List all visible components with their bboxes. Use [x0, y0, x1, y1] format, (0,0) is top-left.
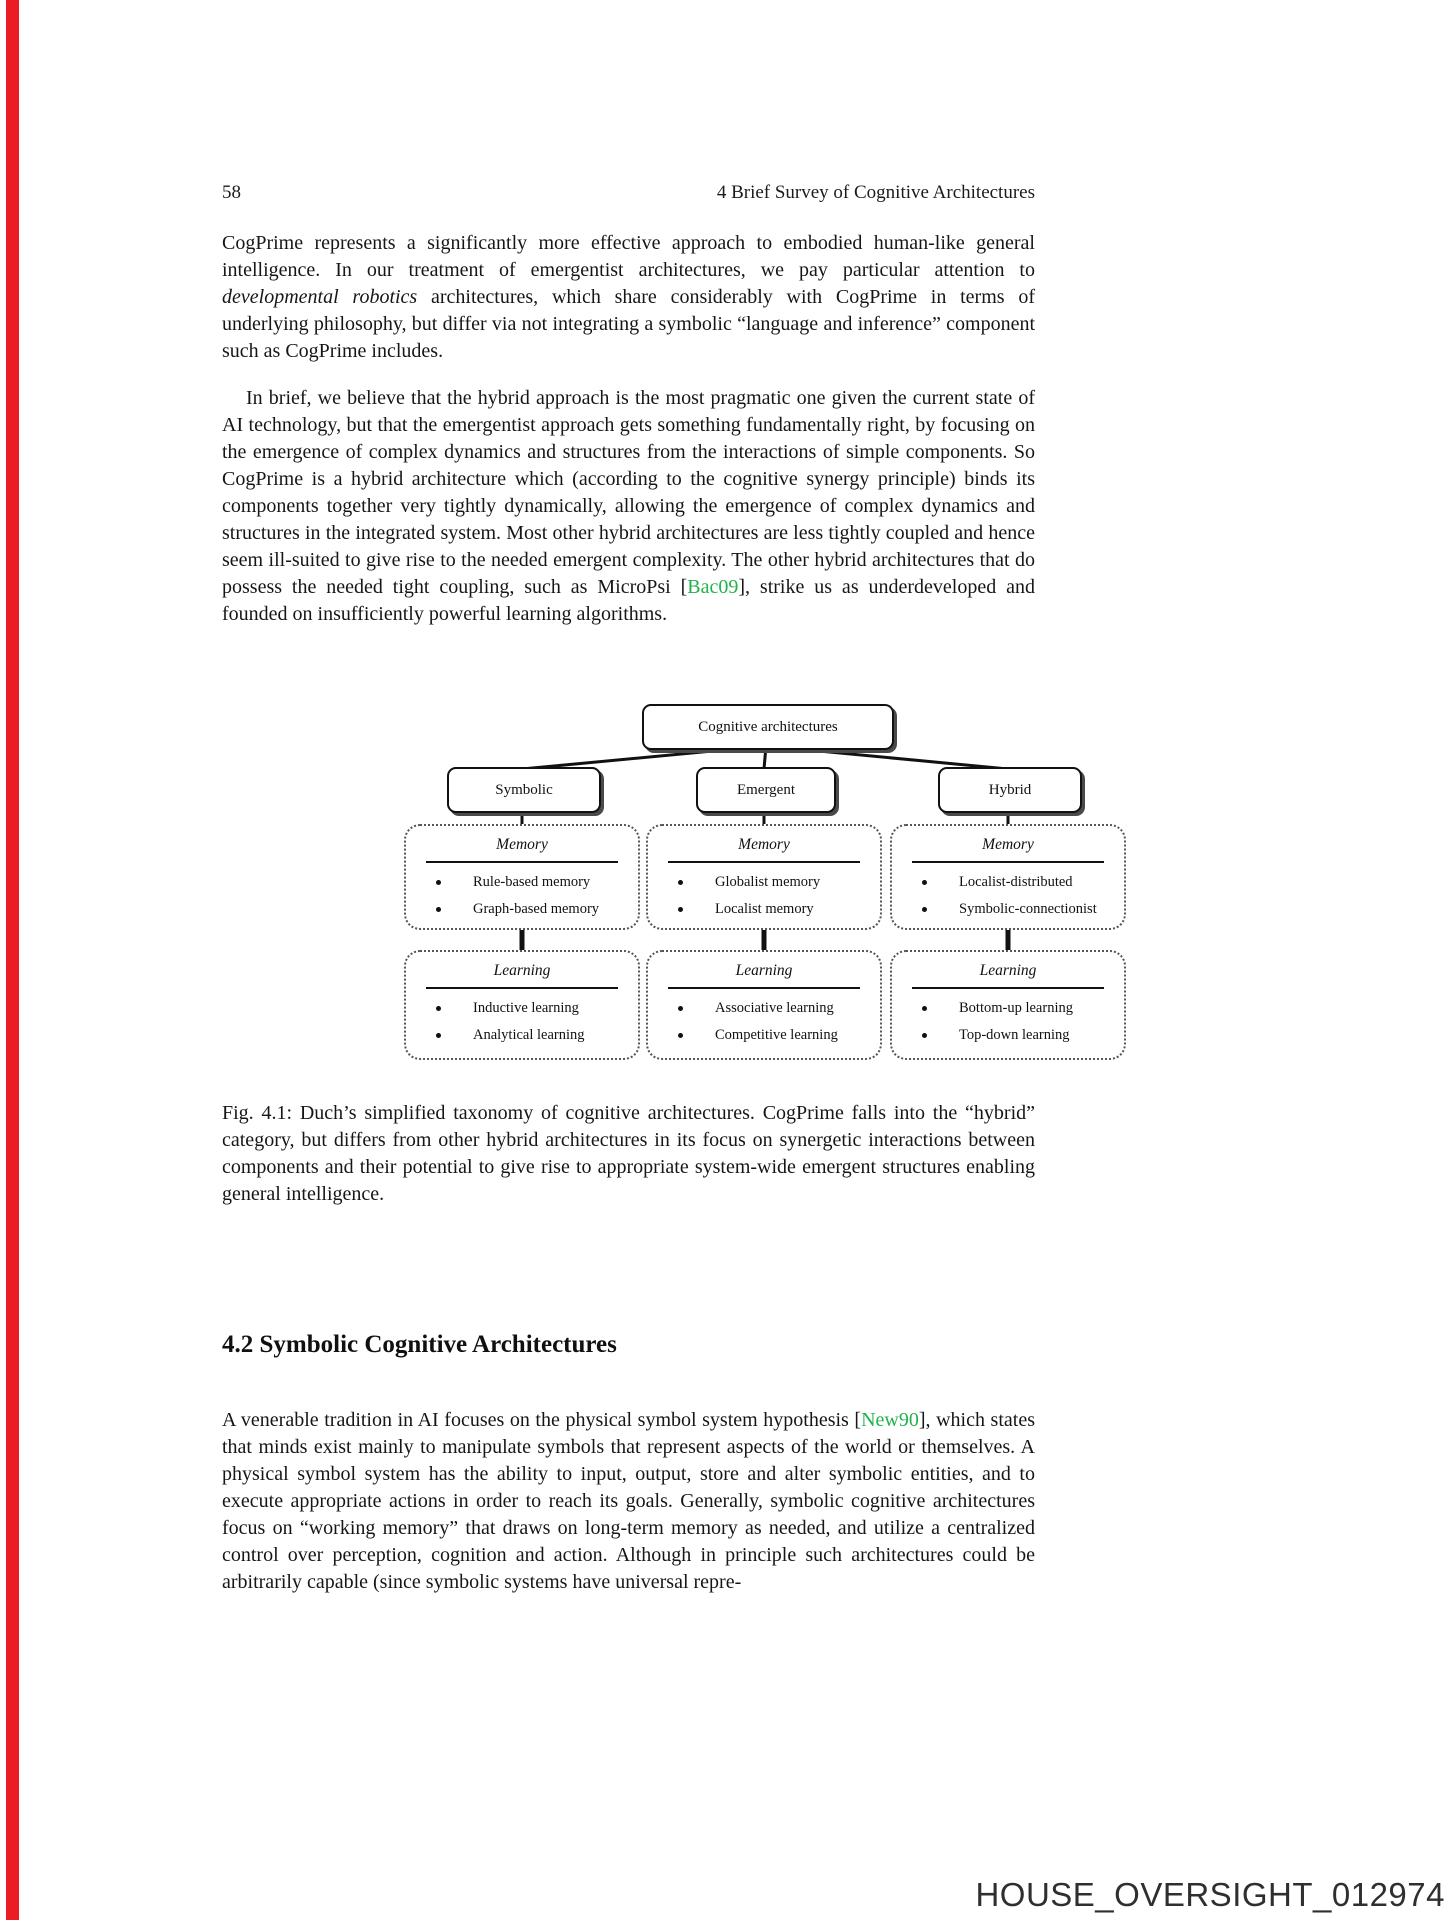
- bullet-icon: [436, 1033, 441, 1038]
- list-item: [678, 1027, 880, 1043]
- learning-title: Learning: [493, 962, 551, 979]
- page-number: 58: [222, 182, 241, 203]
- running-header: [222, 183, 1035, 203]
- page-content: [222, 182, 1097, 1616]
- list-item: [678, 874, 880, 890]
- bullet-icon: [922, 1033, 927, 1038]
- divider: [912, 987, 1104, 989]
- list-item: [922, 1000, 1124, 1016]
- memory-box-hybrid: [890, 824, 1126, 930]
- list-item: [436, 1027, 638, 1043]
- item-label: Analytical learning: [473, 1027, 585, 1043]
- item-label: Associative learning: [715, 1000, 834, 1016]
- item-label: Competitive learning: [715, 1027, 838, 1043]
- list-item: [922, 901, 1124, 917]
- paragraph-cogprime-intro: CogPrime represents a significantly more effective approach to embodied human-like general intelligence. In our treatment of emergentist architectures, we pay particular attention to developmental robotics architectures, which share considerably with CogPrime in terms of underlying philosophy, but differ via not integrating a symbolic “language and inference” component such as CogPrime includes.: [222, 232, 1035, 362]
- memory-title: Memory: [982, 836, 1034, 853]
- bullet-icon: [436, 880, 441, 885]
- paragraph-symbolic-tradition: A venerable tradition in AI focuses on the physical symbol system hypothesis [New90], which states that minds exist mainly to manipulate symbols that represent aspects of the world or themselves. A physical symbol system has the ability to input, output, store and alter symbolic entities, and to execute appropriate actions in order to reach its goals. Generally, symbolic cognitive architectures focus on “working memory” that draws on long-term memory as needed, and utilize a centralized control over perception, cognition and action. Although in principle such architectures could be arbitrarily capable (since symbolic systems have universal repre-: [222, 1409, 1035, 1593]
- oversight-watermark: HOUSE_OVERSIGHT_012974: [975, 1876, 1445, 1913]
- item-label: Localist-distributed: [959, 874, 1073, 890]
- node-label: Hybrid: [988, 781, 1032, 798]
- item-label: Top-down learning: [959, 1027, 1070, 1043]
- bullet-icon: [436, 907, 441, 912]
- memory-title: Memory: [738, 836, 790, 853]
- bullet-icon: [922, 1006, 927, 1011]
- item-label: Inductive learning: [473, 1000, 579, 1016]
- node-emergent: [696, 767, 836, 813]
- divider: [668, 987, 860, 989]
- bullet-icon: [678, 1033, 683, 1038]
- divider: [426, 861, 618, 863]
- list-item: [436, 874, 638, 890]
- figure-taxonomy-diagram: [388, 702, 1128, 1064]
- memory-box-symbolic: [404, 824, 640, 930]
- figure-caption: Fig. 4.1: Duch’s simplified taxonomy of cognitive architectures. CogPrime falls into the “hybrid” category, but differs from other hybrid architectures in its focus on synergetic interactions between components and their potential to give rise to appropriate system-wide emergent structures enabling general intelligence.: [222, 1102, 1035, 1205]
- node-hybrid: [938, 767, 1082, 813]
- learning-box-hybrid: [890, 950, 1126, 1060]
- paragraph-hybrid-approach: In brief, we believe that the hybrid approach is the most pragmatic one given the current state of AI technology, but that the emergentist approach gets something fundamentally right, by focusing on the emergence of complex dynamics and structures from the interactions of simple components. So CogPrime is a hybrid architecture which (according to the cognitive synergy principle) binds its components together very tightly dynamically, allowing the emergence of complex dynamics and structures in the integrated system. Most other hybrid architectures are less tightly coupled and hence seem ill-suited to give rise to the needed emergent complexity. The other hybrid architectures that do possess the needed tight coupling, such as MicroPsi [Bac09], strike us as underdeveloped and founded on insufficiently powerful learning algorithms.: [222, 387, 1035, 625]
- list-item: [922, 874, 1124, 890]
- node-label: Symbolic: [495, 781, 553, 798]
- bullet-icon: [922, 907, 927, 912]
- scan-edge-red-stripe: [6, 0, 19, 1920]
- item-label: Bottom-up learning: [959, 1000, 1073, 1016]
- list-item: [678, 1000, 880, 1016]
- node-symbolic: [447, 767, 601, 813]
- divider: [668, 861, 860, 863]
- item-label: Symbolic-connectionist: [959, 901, 1097, 917]
- bullet-icon: [678, 1006, 683, 1011]
- memory-box-emergent: [646, 824, 882, 930]
- item-label: Globalist memory: [715, 874, 821, 890]
- bullet-icon: [678, 880, 683, 885]
- bullet-icon: [922, 880, 927, 885]
- list-item: [678, 901, 880, 917]
- chapter-title: 4 Brief Survey of Cognitive Architectures: [716, 182, 1035, 203]
- bullet-icon: [678, 907, 683, 912]
- learning-title: Learning: [735, 962, 793, 979]
- learning-box-emergent: [646, 950, 882, 1060]
- list-item: [922, 1027, 1124, 1043]
- node-label: Emergent: [736, 781, 796, 798]
- divider: [426, 987, 618, 989]
- learning-title: Learning: [979, 962, 1037, 979]
- item-label: Localist memory: [715, 901, 814, 917]
- section-heading: 4.2 Symbolic Cognitive Architectures: [222, 1331, 617, 1358]
- bullet-icon: [436, 1006, 441, 1011]
- item-label: Rule-based memory: [473, 874, 591, 890]
- divider: [912, 861, 1104, 863]
- item-label: Graph-based memory: [473, 901, 600, 917]
- node-cognitive-architectures: [642, 704, 894, 750]
- memory-title: Memory: [496, 836, 548, 853]
- list-item: [436, 901, 638, 917]
- node-label: Cognitive architectures: [698, 718, 838, 735]
- list-item: [436, 1000, 638, 1016]
- learning-box-symbolic: [404, 950, 640, 1060]
